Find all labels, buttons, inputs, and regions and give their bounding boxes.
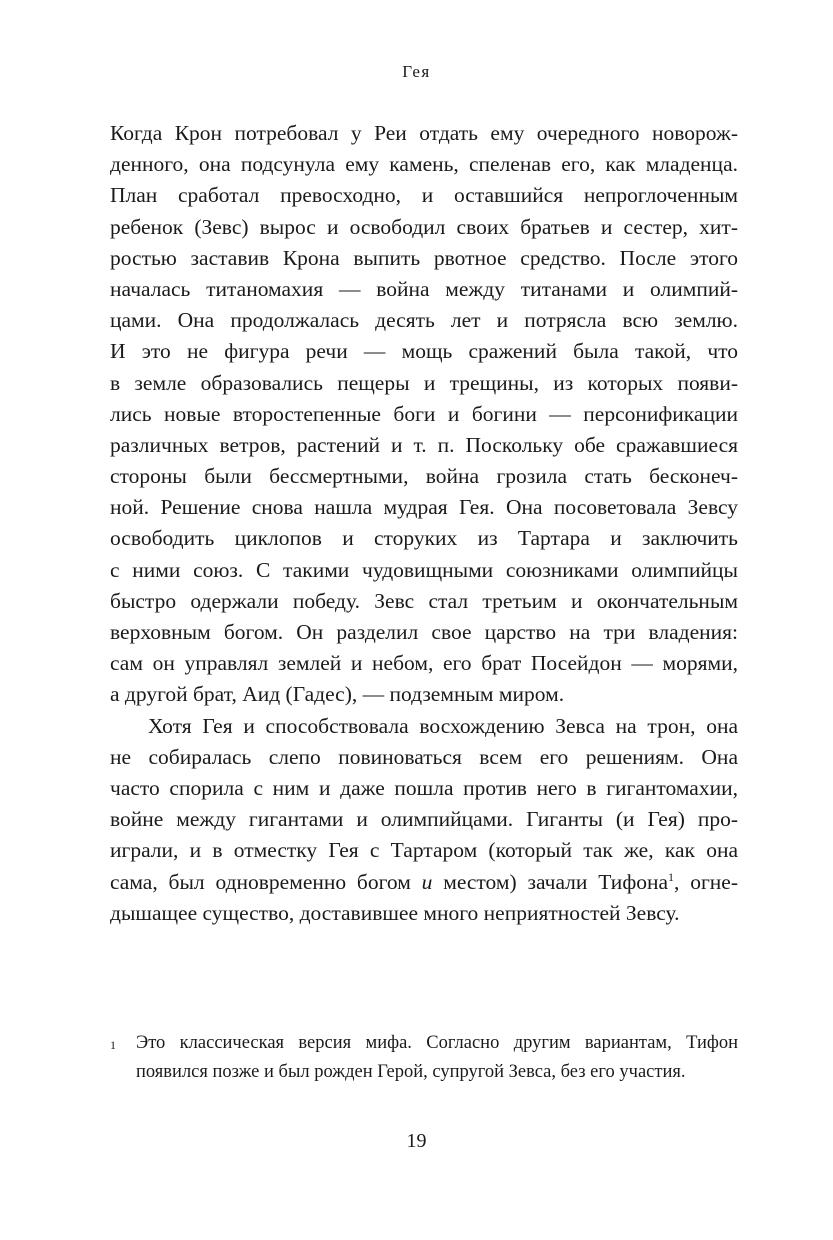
footnote-reference[interactable]: 1	[668, 869, 675, 884]
text-line: Хотя Гея и способствовала восхождению Зевса на трон, она	[148, 713, 738, 738]
text-line: в земле образовались пещеры и трещины, из которых появи-	[110, 370, 738, 395]
text-line: быстро одержали победу. Зевс стал третьим и окончательным	[110, 588, 738, 613]
footnote-line: Это классическая версия мифа. Согласно другим вариантам, Тифон	[136, 1033, 738, 1053]
text-line: План сработал превосходно, и оставшийся непроглоченным	[110, 183, 738, 208]
text-line: ребенок (Зевс) вырос и освободил своих братьев и сестер, хит-	[110, 214, 738, 239]
italic-word: и	[421, 869, 433, 894]
text-line: сам он управлял землей и небом, его брат Посейдон — морями,	[110, 651, 738, 676]
text-line: часто спорила с ним и даже пошла против него в гигантомахии,	[110, 775, 738, 800]
text-line: Когда Крон потребовал у Реи отдать ему очередного новорож-	[110, 121, 738, 145]
text-line: дышащее существо, доставившее много неприятностей Зевсу.	[110, 900, 680, 925]
footnote-number: 1	[110, 1038, 116, 1052]
text-line: ростью заставив Крона выпить рвотное средство. После этого	[110, 245, 738, 270]
text-line: а другой брат, Аид (Гадес), — подземным миром.	[110, 682, 565, 707]
text-line: с ними союз. С такими чудовищными союзниками олимпийцы	[110, 557, 738, 582]
running-head: Гея	[402, 62, 431, 81]
text-segment: сама, был одновременно богом	[110, 869, 422, 894]
text-line: началась титаномахия — война между титанами и олимпий-	[110, 276, 738, 301]
footnote-line: появился позже и был рожден Герой, супругой Зевса, без его участия.	[136, 1061, 686, 1082]
main-text	[110, 118, 738, 929]
text-line: верховным богом. Он разделил свое царство на три владения:	[110, 620, 738, 644]
text-line: лись новые второстепенные боги и богини — персонификации	[110, 401, 738, 426]
text-segment: местом) зачали Тифона	[432, 869, 669, 894]
footnote-text	[136, 1029, 738, 1086]
text-line: денного, она подсунула ему камень, спеленав его, как младенца.	[110, 152, 738, 177]
page-number: 19	[406, 1130, 427, 1152]
paragraph-1	[110, 118, 738, 711]
text-line: цами. Она продолжалась десять лет и потрясла всю землю.	[110, 308, 738, 333]
text-line: войне между гигантами и олимпийцами. Гиганты (и Гея) про-	[110, 807, 738, 832]
text-line: не собиралась слепо повиноваться всем его решениям. Она	[110, 744, 738, 769]
paragraph-2	[110, 711, 738, 929]
text-line: играли, и в отместку Гея с Тартаром (который так же, как она	[110, 838, 738, 863]
text-line	[110, 867, 738, 898]
text-line: ной. Решение снова нашла мудрая Гея. Она посоветовала Зевсу	[110, 495, 738, 520]
text-segment: , огне-	[674, 869, 739, 894]
text-line: стороны были бессмертными, война грозила стать бесконеч-	[110, 464, 738, 489]
text-line: И это не фигура речи — мощь сражений была такой, что	[110, 339, 738, 364]
footnote-area	[110, 1029, 738, 1086]
text-line: различных ветров, растений и т. п. Поскольку обе сражавшиеся	[110, 432, 738, 457]
text-line: освободить циклопов и сторуких из Тартара и заключить	[110, 526, 738, 551]
